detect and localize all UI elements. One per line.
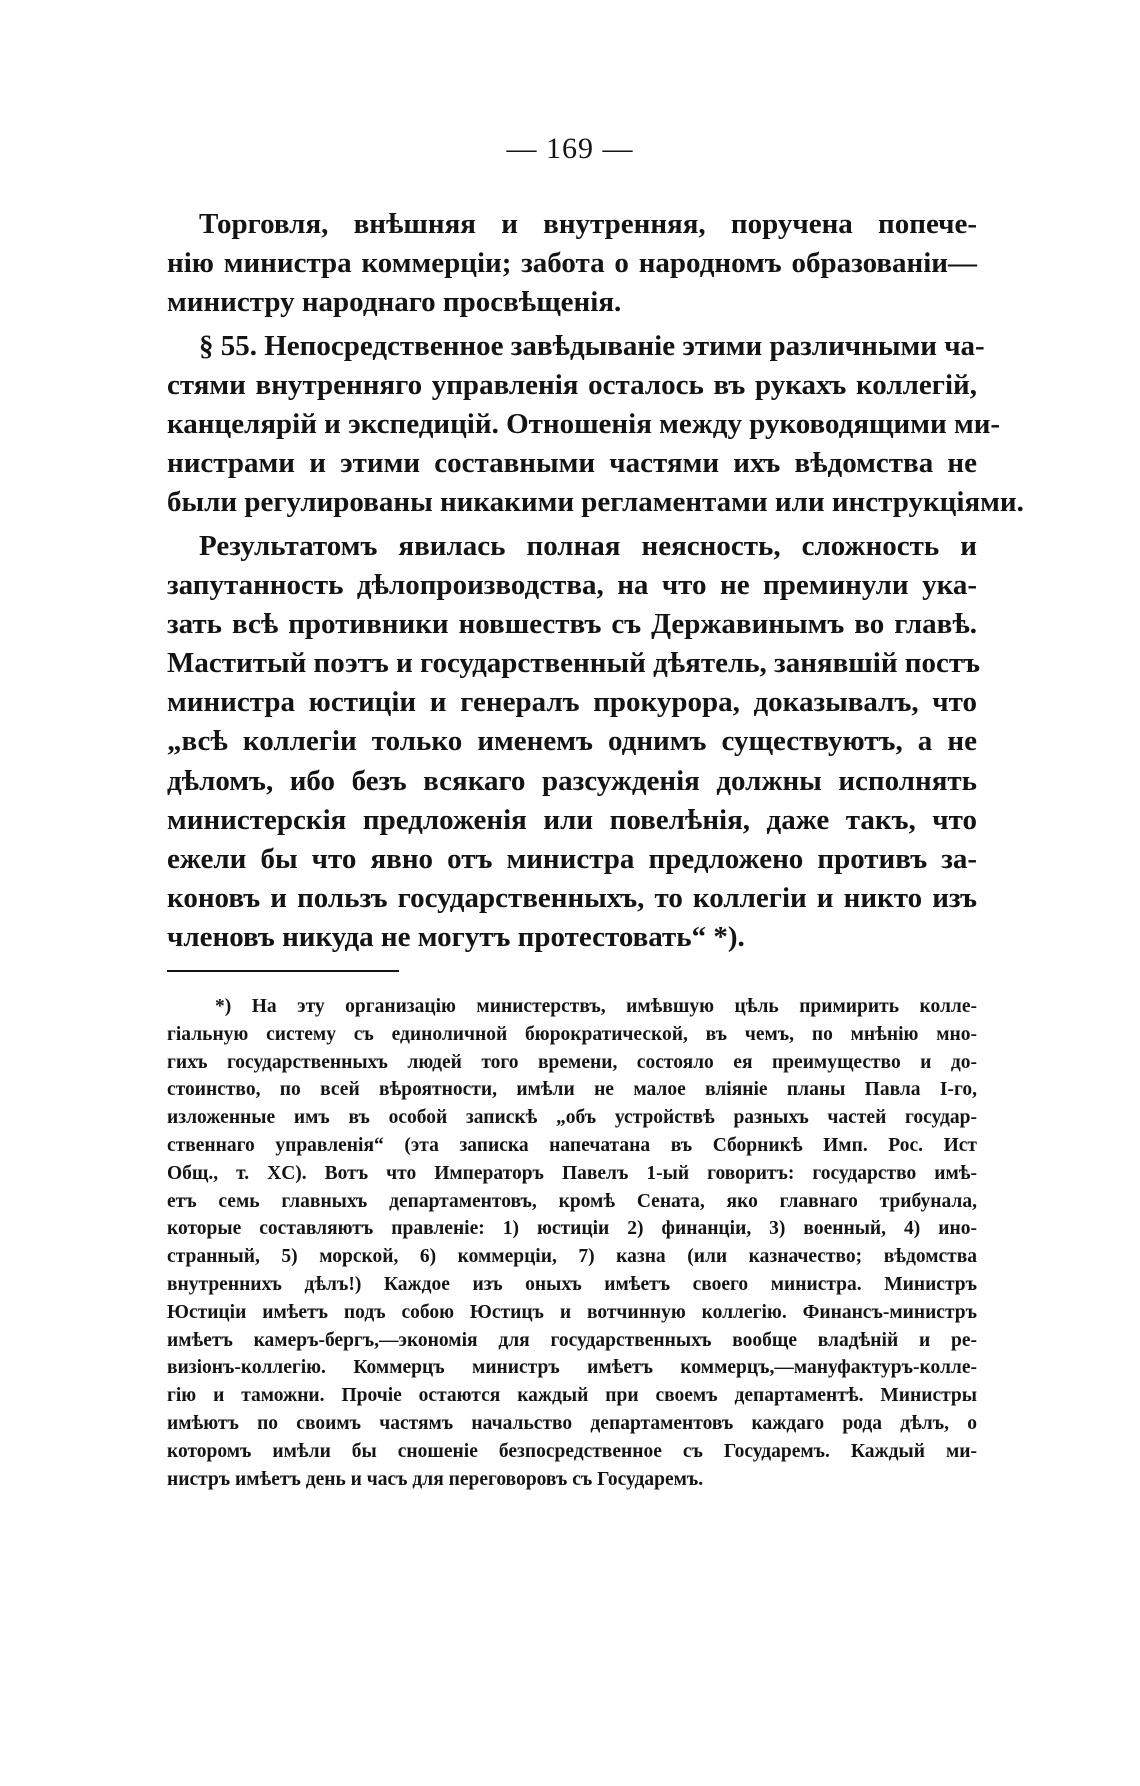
footnote-line: имѣютъ по своимъ частямъ начальство департаментовъ каждаго рода дѣлъ, о: [167, 1412, 977, 1434]
text-line: нію министра коммерціи; забота о народномъ образованіи—: [167, 247, 977, 280]
text-line: были регулированы никакими регламентами или инструкціями.: [167, 486, 1024, 519]
footnote-line: Юстиціи имѣетъ подъ собою Юстицъ и вотчинную коллегію. Финансъ-министръ: [167, 1301, 977, 1323]
page-number: — 169 —: [506, 132, 634, 165]
footnote-line: гію и таможни. Прочіе остаются каждый при своемъ департаментѣ. Министры: [167, 1385, 977, 1407]
footnote-line: внутреннихъ дѣлъ!) Каждое изъ оныхъ имѣетъ своего министра. Министръ: [167, 1273, 977, 1295]
text-line: стями внутренняго управленія осталось въ рукахъ коллегій,: [167, 368, 977, 401]
footnote-line: которые составляютъ правленіе: 1) юстиціи 2) финанціи, 3) военный, 4) ино-: [167, 1218, 977, 1240]
text-line: Результатомъ явилась полная неясность, сложность и: [199, 529, 977, 562]
footnote-line: визіонъ-коллегію. Коммерцъ министръ имѣетъ коммерцъ,—мануфактуръ-колле-: [167, 1357, 977, 1379]
text-line: министру народнаго просвѣщенія.: [167, 286, 622, 319]
footnote-line: нистръ имѣетъ день и часъ для переговоровъ съ Государемъ.: [167, 1468, 704, 1490]
text-line: дѣломъ, ибо безъ всякаго разсужденія должны исполнять: [167, 764, 977, 797]
text-line: Маститый поэтъ и государственный дѣятель, занявшій постъ: [167, 647, 981, 680]
footnote-line: стоинство, по всей вѣроятности, имѣли не малое вліяніе планы Павла I-го,: [167, 1079, 977, 1101]
footnote: [167, 993, 977, 1493]
main-text: [167, 205, 1024, 958]
text-line: нистрами и этими составными частями ихъ вѣдомства не: [167, 447, 977, 480]
footnote-line: *) На эту организацію министерствъ, имѣвшую цѣль примирить колле-: [215, 996, 977, 1017]
footnote-line: Общ., т. XC). Вотъ что Императоръ Павелъ 1-ый говоритъ: государство имѣ-: [167, 1162, 977, 1184]
text-line: зать всѣ противники новшествъ съ Державинымъ во главѣ.: [167, 607, 977, 640]
text-line: „всѣ коллегіи только именемъ однимъ существуютъ, а не: [167, 725, 977, 758]
footnote-line: странный, 5) морской, 6) коммерціи, 7) казна (или казначество; вѣдомства: [167, 1246, 977, 1268]
text-line: § 55. Непосредственное завѣдываніе этими различными ча-: [199, 329, 985, 362]
text-line: ежели бы что явно отъ министра предложено противъ за-: [167, 843, 977, 875]
footnote-line: ственнаго управленія“ (эта записка напечатана въ Сборникѣ Имп. Рос. Ист: [167, 1134, 977, 1156]
footnote-line: изложенные имъ въ особой запискѣ „объ устройствѣ разныхъ частей государ-: [167, 1107, 977, 1129]
footnote-line: гіальную систему съ единоличной бюрократической, въ чемъ, по мнѣнію мно-: [167, 1023, 977, 1045]
footnote-line: етъ семь главныхъ департаментовъ, кромѣ Сената, яко главнаго трибунала,: [167, 1190, 977, 1212]
footnote-line: которомъ имѣли бы сношеніе безпосредственное съ Государемъ. Каждый ми-: [167, 1440, 977, 1462]
text-line: Торговля, внѣшняя и внутренняя, поручена попече-: [199, 208, 977, 240]
text-line: членовъ никуда не могутъ протестовать“ *).: [167, 921, 745, 954]
text-line: министра юстиціи и генералъ прокурора, доказывалъ, что: [167, 686, 977, 719]
text-line: коновъ и пользъ государственныхъ, то коллегіи и никто изъ: [167, 882, 977, 915]
footnote-separator-rule: [167, 970, 399, 972]
text-line: канцелярій и экспедицій. Отношенія между руководящими ми-: [167, 407, 1001, 440]
text-line: запутанность дѣлопроизводства, на что не преминули ука-: [167, 568, 977, 601]
text-line: министерскія предложенія или повелѣнія, даже такъ, что: [167, 803, 977, 836]
footnote-line: имѣетъ камеръ-бергъ,—экономія для государственныхъ вообще владѣній и ре-: [167, 1329, 977, 1351]
footnote-line: гихъ государственныхъ людей того времени, состояло ея преимущество и до-: [167, 1051, 977, 1073]
